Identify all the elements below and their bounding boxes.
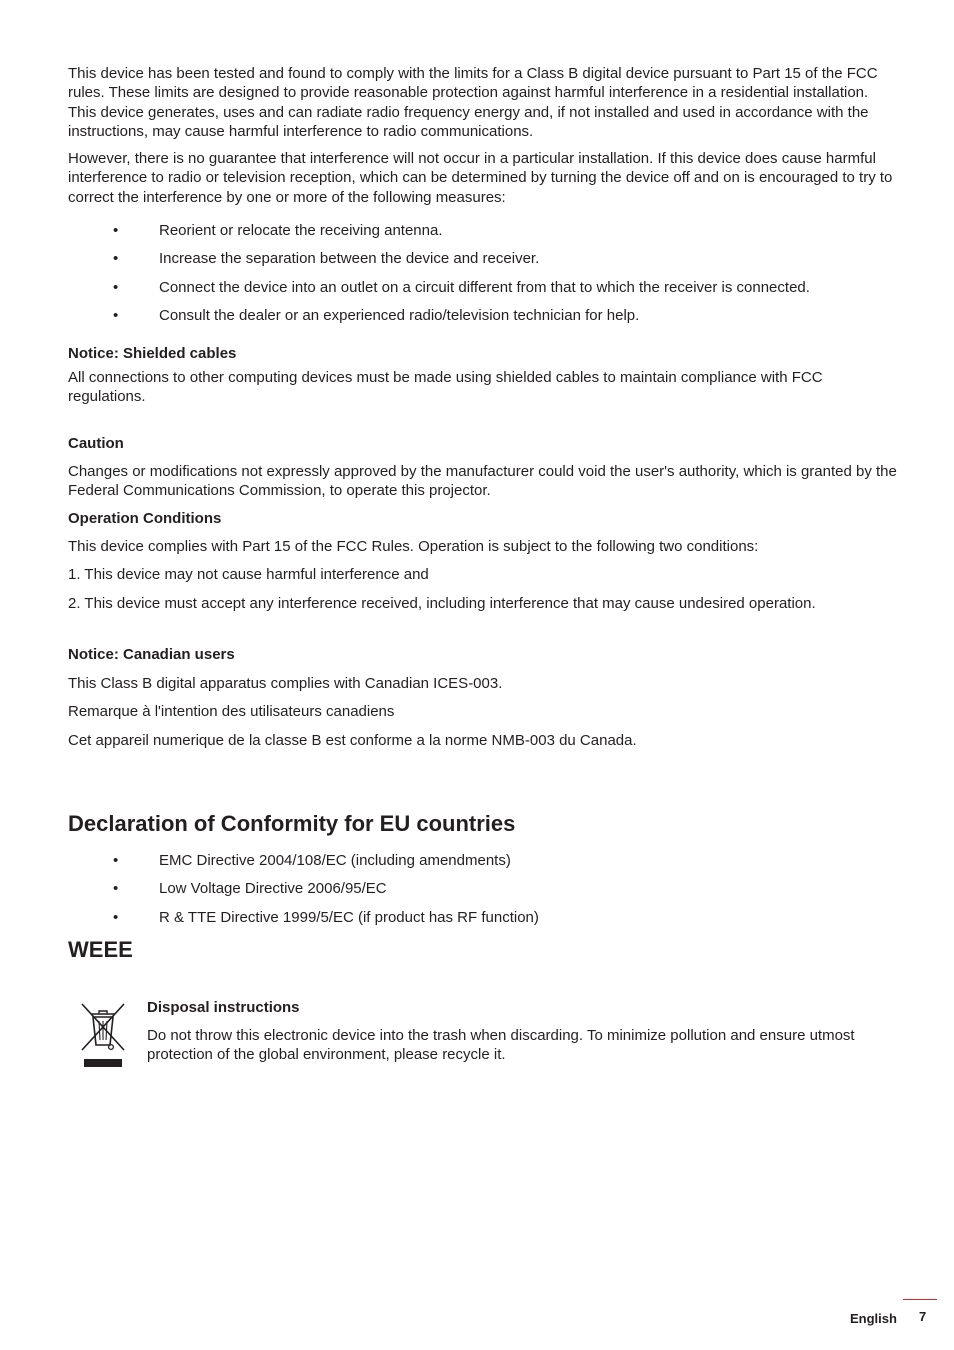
- disposal-instructions-heading: Disposal instructions: [147, 998, 300, 1016]
- operation-condition-1: 1. This device may not cause harmful interference and: [68, 566, 429, 584]
- eu-conformity-heading: Declaration of Conformity for EU countries: [68, 810, 516, 836]
- caution-body: Changes or modifications not expressly approved by the manufacturer could void the user's authority, which is granted by the Federal Communications Commission, to operate this projector.: [68, 462, 897, 499]
- list-item: • Consult the dealer or an experienced radio/television technician for help.: [113, 306, 640, 324]
- caution-heading: Caution: [68, 434, 124, 452]
- shielded-cables-heading: Notice: Shielded cables: [68, 344, 237, 362]
- weee-heading: WEEE: [68, 936, 133, 962]
- disposal-instructions-body: Do not throw this electronic device into the trash when discarding. To minimize pollution and ensure utmost protection of the global environment, please recycle it.: [147, 1026, 855, 1063]
- canadian-line-2: Remarque à l'intention des utilisateurs canadiens: [68, 703, 395, 721]
- crossed-out-wheelie-bin-icon: [80, 1002, 126, 1068]
- list-item: • R & TTE Directive 1999/5/EC (if product has RF function): [113, 908, 539, 926]
- shielded-cables-body: All connections to other computing devices must be made using shielded cables to maintain compliance with FCC regulations.: [68, 368, 823, 406]
- operation-conditions-heading: Operation Conditions: [68, 510, 222, 528]
- list-item: • Connect the device into an outlet on a circuit different from that to which the receiver is connected.: [113, 278, 810, 296]
- list-item: • Increase the separation between the device and receiver.: [113, 250, 540, 268]
- weee-disposal-block: [68, 998, 898, 1065]
- canadian-users-heading: Notice: Canadian users: [68, 646, 235, 664]
- weee-text: [147, 998, 898, 1065]
- canadian-line-1: This Class B digital apparatus complies with Canadian ICES-003.: [68, 675, 503, 693]
- list-item: • Low Voltage Directive 2006/95/EC: [113, 880, 387, 898]
- fcc-paragraph-2: However, there is no guarantee that interference will not occur in a particular installation. If this device does cause harmful interference to radio or television reception, which can be determined by turning the device off and on is encouraged to try to correct the interference by one or more of the following measures:: [68, 150, 893, 206]
- list-item: • Reorient or relocate the receiving antenna.: [113, 222, 443, 240]
- canadian-line-3: Cet appareil numerique de la classe B est conforme a la norme NMB-003 du Canada.: [68, 731, 637, 749]
- page-content: [68, 64, 898, 1064]
- fcc-measures-list: [68, 221, 898, 325]
- list-item: • EMC Directive 2004/108/EC (including amendments): [113, 851, 511, 869]
- operation-intro: This device complies with Part 15 of the FCC Rules. Operation is subject to the following two conditions:: [68, 538, 759, 556]
- eu-directives-list: [68, 851, 898, 927]
- operation-condition-2: 2. This device must accept any interference received, including interference that may cause undesired operation.: [68, 594, 816, 612]
- fcc-paragraph-1: This device has been tested and found to comply with the limits for a Class B digital device pursuant to Part 15 of the FCC rules. These limits are designed to provide reasonable protection against harmful interference in a residential installation. This device generates, uses and can radiate radio frequency energy and, if not installed and used in accordance with the instructions, may cause harmful interference to radio communications.: [68, 65, 878, 140]
- footer-language: English: [850, 1311, 897, 1326]
- page-number: 7: [919, 1309, 927, 1324]
- footer-accent-line: [903, 1299, 937, 1300]
